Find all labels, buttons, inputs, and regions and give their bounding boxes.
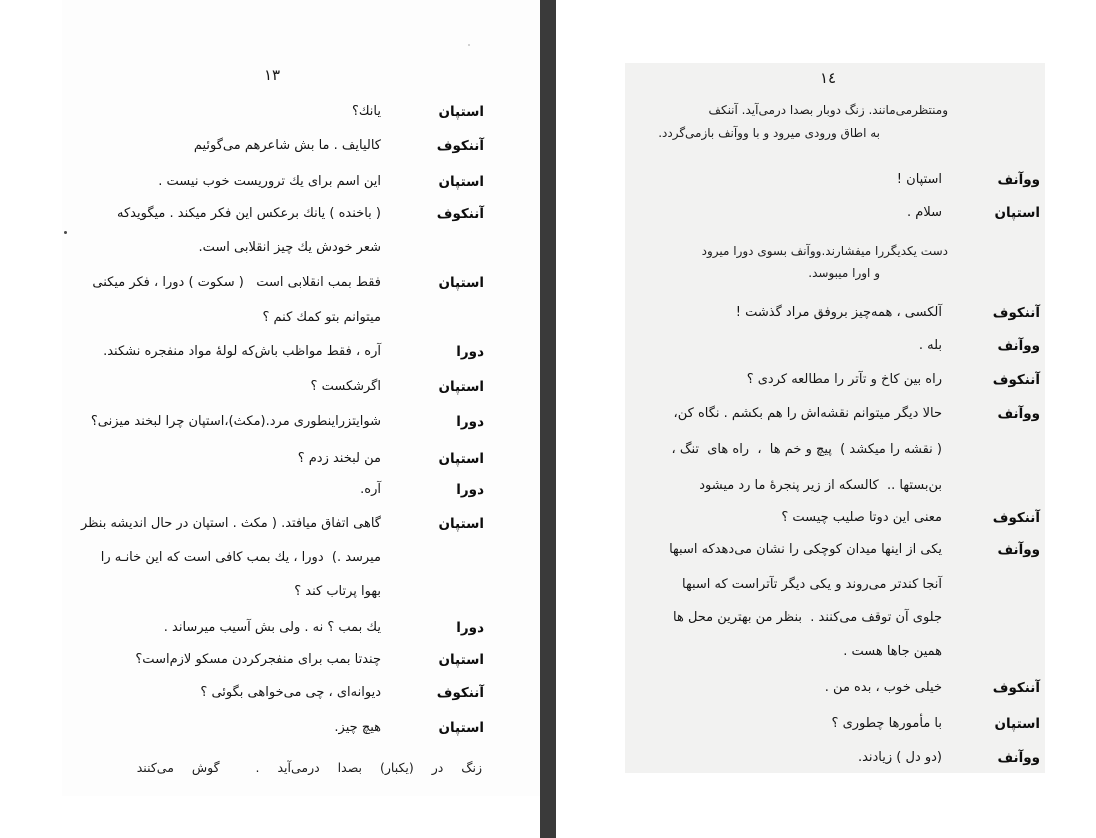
speaker-name: ووآنف [997, 542, 1040, 558]
speaker-name: استپان [438, 275, 484, 291]
dialogue-line: گاهی اتفاق میافتد. ( مکث . استپان در حال اندیشه بنظر [80, 516, 381, 531]
dialogue-line: سلام . [907, 205, 942, 220]
dialogue-line: (دو دل ) زیادند. [857, 750, 942, 765]
dialogue-line: آره ، فقط مواظب باش‌که لولهٔ مواد منفجره نشکند. [103, 344, 381, 359]
dialogue-line: ( نقشه را میکشد ) پیچ و خم ها ، راه های تنگ ، [671, 442, 942, 457]
dialogue-line: یانك؟ [351, 104, 381, 119]
dialogue-line: همین جاها هست . [843, 644, 942, 659]
speaker-name: استپان [438, 174, 484, 190]
dialogue-line: ( باخنده ) یانك برعکس این فکر میکند . میگویدکه [117, 206, 381, 221]
page-number: ۱۳ [263, 66, 281, 84]
speaker-name: استپان [438, 652, 484, 668]
speaker-name: ووآنف [997, 338, 1040, 354]
speaker-name: استپان [994, 716, 1040, 732]
speaker-name: استپان [438, 451, 484, 467]
right-page [625, 63, 1045, 773]
speaker-name: استپان [438, 379, 484, 395]
dialogue-line: فقط بمب انقلابی است ( سکوت ) دورا ، فکر میکنی [92, 275, 381, 290]
stage-direction: زنگ در (یکبار) بصدا درمی‌آید . گوش می‌کنند [136, 760, 482, 775]
dialogue-line: حالا دیگر میتوانم نقشه‌اش را هم بکشم . نگاه کن، [673, 406, 942, 421]
dialogue-line: هیچ چیز. [334, 720, 381, 735]
dialogue-line: دیوانه‌ای ، چی می‌خواهی بگوئی ؟ [200, 685, 381, 700]
page-number: ۱٤ [819, 69, 837, 87]
speaker-name: ووآنف [997, 750, 1040, 766]
dialogue-line: کالیایف . ما بش شاعرهم می‌گوئیم [193, 138, 381, 153]
speaker-name: آننکوف [992, 305, 1040, 321]
page-gutter [540, 0, 556, 838]
scan-speck [468, 44, 470, 46]
speaker-name: آننکوف [436, 685, 484, 701]
speaker-name: ووآنف [997, 406, 1040, 422]
stage-direction: ومنتظرمی‌مانند. زنگ دوبار بصدا درمی‌آید. آننکف [708, 103, 948, 117]
stage-direction: دست یکدیگررا میفشارند.ووآنف بسوی دورا میرود [701, 244, 948, 258]
dialogue-line: میرسد .) دورا ، یك بمب کافی است که این خانـه را [100, 550, 381, 565]
dialogue-line: بله . [918, 338, 942, 353]
speaker-name: آننکوف [992, 680, 1040, 696]
stage-direction: به اطاق ورودی میرود و با ووآنف بازمی‌گردد. [658, 126, 880, 140]
dialogue-line: شعر خودش یك چیز انقلابی است. [198, 240, 381, 255]
dialogue-line: من لبخند زدم ؟ [297, 451, 381, 466]
speaker-name: استپان [994, 205, 1040, 221]
dialogue-line: جلوی آن توقف می‌کنند . بنظر من بهترین محل ها [673, 610, 942, 625]
dialogue-line: آنجا کندتر می‌روند و یکی دیگر تآتراست که اسبها [681, 577, 942, 592]
dialogue-line: یکی از اینها میدان کوچکی را نشان می‌دهدکه اسبها [669, 542, 942, 557]
speaker-name: آننکوف [436, 138, 484, 154]
speaker-name: آننکوف [992, 372, 1040, 388]
dialogue-line: آره. [360, 482, 381, 497]
dialogue-line: بهوا پرتاب کند ؟ [294, 584, 381, 599]
dialogue-line: با مأمورها چطوری ؟ [831, 716, 942, 731]
left-page [62, 0, 540, 796]
dialogue-line: یك بمب ؟ نه . ولی بش آسیب میرساند . [163, 620, 381, 635]
dialogue-line: آلکسی ، همه‌چیز بروفق مراد گذشت ! [735, 305, 942, 320]
scan-speck [64, 231, 67, 234]
speaker-name: استپان [438, 516, 484, 532]
speaker-name: دورا [456, 482, 484, 498]
stage-direction: و اورا میبوسد. [808, 266, 880, 280]
speaker-name: استپان [438, 720, 484, 736]
dialogue-line: معنی این دوتا صلیب چیست ؟ [781, 510, 942, 525]
dialogue-line: شوایتزراینطوری مرد.(مکث)،استپان چرا لبخند میزنی؟ [90, 414, 381, 429]
speaker-name: دورا [456, 344, 484, 360]
speaker-name: دورا [456, 414, 484, 430]
dialogue-line: اگرشکست ؟ [310, 379, 381, 394]
dialogue-line: استپان ! [896, 172, 942, 187]
dialogue-line: این اسم برای یك تروریست خوب نیست . [158, 174, 381, 189]
speaker-name: آننکوف [992, 510, 1040, 526]
dialogue-line: بن‌بستها .. کالسکه از زیر پنجرهٔ ما رد میشود [699, 478, 942, 493]
speaker-name: استپان [438, 104, 484, 120]
dialogue-line: میتوانم بتو کمك کنم ؟ [262, 310, 381, 325]
dialogue-line: راه بین کاخ و تآتر را مطالعه کردی ؟ [746, 372, 942, 387]
speaker-name: آننکوف [436, 206, 484, 222]
dialogue-line: چندتا بمب برای منفجرکردن مسکو لازم‌است؟ [135, 652, 381, 667]
speaker-name: دورا [456, 620, 484, 636]
dialogue-line: خیلی خوب ، بده من . [824, 680, 942, 695]
speaker-name: ووآنف [997, 172, 1040, 188]
